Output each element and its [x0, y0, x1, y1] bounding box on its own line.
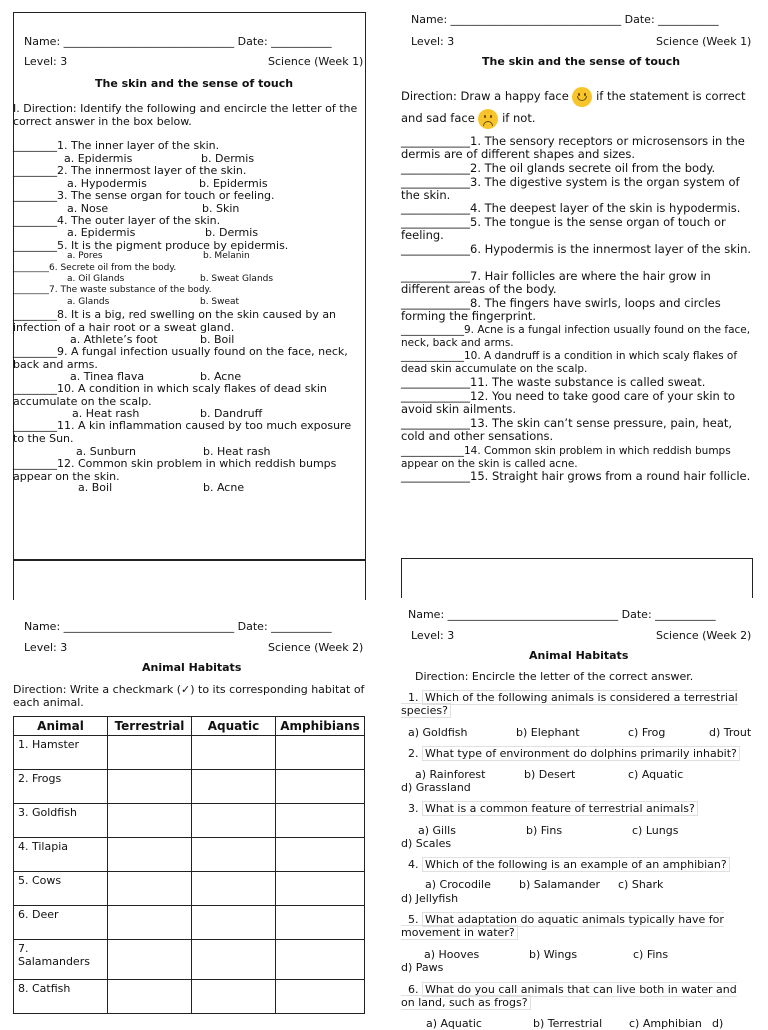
- ws1-q4: ________4. The outer layer of the skin.: [13, 214, 221, 227]
- ws4-q2-a[interactable]: a) Rainforest: [415, 768, 486, 781]
- ws4-q6-d[interactable]: d): [712, 1017, 724, 1030]
- ws2-name-date: Name: _______________________________ Date: ___________: [411, 13, 719, 26]
- ws4-q6-c[interactable]: c) Amphibian: [629, 1017, 702, 1030]
- header-amphibians: Amphibians: [276, 717, 365, 736]
- aquatic-cell[interactable]: [192, 980, 276, 1014]
- amphibian-cell[interactable]: [276, 940, 365, 980]
- ws2-s3: ____________3. The digestive system is the organ system of the skin.: [401, 175, 740, 202]
- ws4-question-5: [401, 913, 753, 939]
- ws3-week: Science (Week 2): [268, 641, 364, 654]
- ws1-q9: ________9. A fungal infection usually found on the face, neck, back and arms.: [13, 345, 348, 371]
- terrestrial-cell[interactable]: [108, 980, 192, 1014]
- table-row: [14, 940, 365, 980]
- animal-cell: 2. Frogs: [14, 770, 108, 804]
- ws4-q3-d[interactable]: d) Scales: [401, 837, 452, 850]
- ws4-q1-b[interactable]: b) Elephant: [516, 726, 580, 739]
- ws1-q8: ________8. It is a big, red swelling on the skin caused by an infection of a hair root or a sweat gland.: [13, 308, 337, 334]
- terrestrial-cell[interactable]: [108, 770, 192, 804]
- ws1-level: Level: 3: [24, 55, 68, 68]
- ws4-q1-a[interactable]: a) Goldfish: [408, 726, 468, 739]
- ws2-week: Science (Week 1): [656, 35, 752, 48]
- animal-cell: 5. Cows: [14, 872, 108, 906]
- ws1-q1: ________1. The inner layer of the skin.: [13, 139, 220, 152]
- terrestrial-cell[interactable]: [108, 736, 192, 770]
- ws2-direction-line1: [401, 84, 746, 108]
- ws3-title: Animal Habitats: [142, 661, 242, 674]
- table-row: [14, 838, 365, 872]
- animal-cell: 8. Catfish: [14, 980, 108, 1014]
- table-row: [14, 770, 365, 804]
- ws2-s2: ____________2. The oil glands secrete oil from the body.: [401, 161, 716, 175]
- ws2-s6: ____________6. Hypodermis is the innermost layer of the skin.: [401, 242, 752, 256]
- ws4-q4-a[interactable]: a) Crocodile: [425, 878, 491, 891]
- ws1-q7-a: a. Glands: [67, 297, 110, 307]
- ws3-direction: Direction: Write a checkmark (✓) to its corresponding habitat of each animal.: [13, 683, 365, 709]
- ws4-q2-b[interactable]: b) Desert: [524, 768, 576, 781]
- ws2-s9: ____________9. Acne is a fungal infection usually found on the face, neck, back and arms.: [401, 324, 751, 349]
- ws4-q4-number: 4.: [408, 858, 419, 871]
- ws4-q5-text: What adaptation do aquatic animals typically have for movement in water?: [401, 913, 724, 939]
- sad-face-icon: [478, 109, 498, 129]
- ws1-q4-a: a. Epidermis: [67, 226, 136, 239]
- ws2-s14: ____________14. Common skin problem in which reddish bumps appear on the skin is called acne.: [401, 445, 731, 470]
- table-row: [14, 804, 365, 838]
- animal-cell: 1. Hamster: [14, 736, 108, 770]
- ws2-direction-line2: [401, 106, 535, 130]
- ws3-level: Level: 3: [24, 641, 68, 654]
- ws1-q1-a: a. Epidermis: [64, 152, 133, 165]
- worksheet-2-answer-box: [401, 558, 753, 598]
- ws1-q12-b: b. Acne: [203, 481, 245, 494]
- amphibian-cell[interactable]: [276, 980, 365, 1014]
- ws4-question-6: [401, 983, 753, 1009]
- ws2-s7: ____________7. Hair follicles are where the hair grow in different areas of the body.: [401, 269, 711, 296]
- ws1-q6-b: b. Sweat Glands: [200, 274, 274, 284]
- ws4-q6-b[interactable]: b) Terrestrial: [533, 1017, 603, 1030]
- ws1-q3-b: b. Skin: [202, 202, 240, 215]
- aquatic-cell[interactable]: [192, 804, 276, 838]
- ws1-q6-a: a. Oil Glands: [67, 274, 125, 284]
- ws1-q10-b: b. Dandruff: [200, 407, 263, 420]
- ws4-question-4: [401, 858, 753, 871]
- ws2-s11: ____________11. The waste substance is called sweat.: [401, 375, 706, 389]
- animal-cell: 3. Goldfish: [14, 804, 108, 838]
- ws1-q10: ________10. A condition in which scaly flakes of dead skin accumulate on the scalp.: [13, 382, 327, 408]
- ws4-q3-c[interactable]: c) Lungs: [632, 824, 679, 837]
- ws1-week: Science (Week 1): [268, 55, 364, 68]
- ws4-week: Science (Week 2): [656, 629, 752, 642]
- ws1-q3: ________3. The sense organ for touch or feeling.: [13, 189, 275, 202]
- ws4-q1-d[interactable]: d) Trout: [709, 726, 752, 739]
- terrestrial-cell[interactable]: [108, 940, 192, 980]
- ws1-q8-a: a. Athlete’s foot: [70, 333, 158, 346]
- ws4-q4-d[interactable]: d) Jellyfish: [401, 892, 459, 905]
- amphibian-cell[interactable]: [276, 838, 365, 872]
- ws1-q9-b: b. Acne: [200, 370, 242, 383]
- aquatic-cell[interactable]: [192, 906, 276, 940]
- ws1-q8-b: b. Boil: [200, 333, 235, 346]
- aquatic-cell[interactable]: [192, 736, 276, 770]
- terrestrial-cell[interactable]: [108, 804, 192, 838]
- ws2-s8: ____________8. The fingers have swirls, loops and circles forming the fingerprint.: [401, 296, 721, 323]
- happy-face-icon: [572, 87, 592, 107]
- ws1-q11: ________11. A kin inflammation caused by too much exposure to the Sun.: [13, 419, 352, 445]
- ws2-direction-c: and sad face: [401, 111, 475, 125]
- ws2-s4: ____________4. The deepest layer of the skin is hypodermis.: [401, 201, 741, 215]
- ws1-q5-a: a. Pores: [67, 251, 103, 261]
- ws4-q2-d[interactable]: d) Grassland: [401, 781, 471, 794]
- ws1-q2: ________2. The innermost layer of the skin.: [13, 164, 247, 177]
- ws4-q4-b[interactable]: b) Salamander: [519, 878, 600, 891]
- ws4-q5-number: 5.: [408, 913, 419, 926]
- ws1-title: The skin and the sense of touch: [95, 77, 294, 90]
- ws4-q3-a[interactable]: a) Gills: [418, 824, 456, 837]
- ws1-q12-a: a. Boil: [78, 481, 113, 494]
- animal-cell: 7. Salamanders: [14, 940, 108, 980]
- aquatic-cell[interactable]: [192, 872, 276, 906]
- animal-cell: 6. Deer: [14, 906, 108, 940]
- terrestrial-cell[interactable]: [108, 906, 192, 940]
- aquatic-cell[interactable]: [192, 838, 276, 872]
- table-row: [14, 872, 365, 906]
- ws2-direction-a: Direction: Draw a happy face: [401, 89, 569, 103]
- worksheet-1-lower-box: [13, 560, 366, 600]
- ws4-question-3: [401, 802, 753, 815]
- table-row: [14, 906, 365, 940]
- ws2-s1: ____________1. The sensory receptors or microsensors in the dermis are of different shapes and sizes.: [401, 134, 745, 161]
- ws4-q6-text: What do you call animals that can live both in water and on land, such as frogs?: [401, 983, 737, 1009]
- ws2-s10: ____________10. A dandruff is a condition in which scaly flakes of dead skin accumulate on the scalp.: [401, 350, 738, 375]
- table-row: [14, 736, 365, 770]
- ws4-q1-c[interactable]: c) Frog: [628, 726, 666, 739]
- ws1-q2-b: b. Epidermis: [199, 177, 268, 190]
- ws1-q11-a: a. Sunburn: [76, 445, 136, 458]
- ws4-q5-d[interactable]: d) Paws: [401, 961, 444, 974]
- ws4-q4-text: Which of the following is an example of an amphibian?: [422, 857, 730, 872]
- ws2-title: The skin and the sense of touch: [482, 55, 681, 68]
- amphibian-cell[interactable]: [276, 906, 365, 940]
- terrestrial-cell[interactable]: [108, 872, 192, 906]
- ws1-q4-b: b. Dermis: [205, 226, 259, 239]
- ws4-q3-text: What is a common feature of terrestrial animals?: [422, 801, 698, 816]
- ws4-question-1: [401, 691, 753, 717]
- ws1-q7: ________7. The waste substance of the body.: [13, 285, 212, 295]
- ws4-q5-b[interactable]: b) Wings: [529, 948, 578, 961]
- amphibian-cell[interactable]: [276, 770, 365, 804]
- ws2-direction-b: if the statement is correct: [596, 89, 746, 103]
- ws1-q9-a: a. Tinea flava: [70, 370, 145, 383]
- animal-cell: 4. Tilapia: [14, 838, 108, 872]
- ws1-q3-a: a. Nose: [67, 202, 109, 215]
- habitat-table: [13, 716, 365, 1014]
- ws4-direction: Direction: Encircle the letter of the correct answer.: [415, 670, 694, 683]
- ws4-q1-number: 1.: [408, 691, 419, 704]
- ws4-q1-text: Which of the following animals is considered a terrestrial species?: [401, 691, 738, 717]
- ws4-q4-c[interactable]: c) Shark: [618, 878, 664, 891]
- table-row: [14, 980, 365, 1014]
- habitat-table-header: [14, 717, 365, 736]
- ws4-question-2: [401, 747, 753, 760]
- amphibian-cell[interactable]: [276, 736, 365, 770]
- ws2-level: Level: 3: [411, 35, 455, 48]
- ws1-q5-b: b. Melanin: [203, 251, 250, 261]
- ws4-q2-c[interactable]: c) Aquatic: [628, 768, 684, 781]
- ws1-q5: ________5. It is the pigment produce by epidermis.: [13, 239, 289, 252]
- ws1-q7-b: b. Sweat: [200, 297, 240, 307]
- ws4-q3-number: 3.: [408, 802, 419, 815]
- ws4-q5-a[interactable]: a) Hooves: [424, 948, 480, 961]
- ws1-direction: I. Direction: Identify the following and encircle the letter of the correct answer in the box below.: [13, 102, 358, 128]
- ws1-q12: ________12. Common skin problem in which reddish bumps appear on the skin.: [13, 457, 337, 483]
- terrestrial-cell[interactable]: [108, 838, 192, 872]
- ws1-q6: ________6. Secrete oil from the body.: [13, 263, 177, 273]
- ws2-direction-d: if not.: [502, 111, 536, 125]
- ws4-q6-number: 6.: [408, 983, 419, 996]
- ws4-level: Level: 3: [411, 629, 455, 642]
- ws1-q11-b: b. Heat rash: [203, 445, 271, 458]
- aquatic-cell[interactable]: [192, 770, 276, 804]
- amphibian-cell[interactable]: [276, 872, 365, 906]
- aquatic-cell[interactable]: [192, 940, 276, 980]
- ws4-q2-number: 2.: [408, 747, 419, 760]
- ws1-q2-a: a. Hypodermis: [67, 177, 147, 190]
- ws1-name-date: Name: _______________________________ Date: ___________: [24, 35, 332, 48]
- amphibian-cell[interactable]: [276, 804, 365, 838]
- ws4-q2-text: What type of environment do dolphins primarily inhabit?: [422, 746, 740, 761]
- ws4-title: Animal Habitats: [529, 649, 629, 662]
- header-animal: Animal: [14, 717, 108, 736]
- ws4-q6-a[interactable]: a) Aquatic: [426, 1017, 482, 1030]
- ws4-name-date: Name: _______________________________ Date: ___________: [408, 608, 716, 621]
- ws1-q1-b: b. Dermis: [201, 152, 255, 165]
- ws2-s5: ____________5. The tongue is the sense organ of touch or feeling.: [401, 215, 726, 242]
- ws2-s13: ____________13. The skin can’t sense pressure, pain, heat, cold and other sensations.: [401, 416, 733, 443]
- ws2-s15: ____________15. Straight hair grows from a round hair follicle.: [401, 469, 751, 483]
- ws1-q10-a: a. Heat rash: [72, 407, 140, 420]
- header-aquatic: Aquatic: [192, 717, 276, 736]
- ws2-s12: ____________12. You need to take good care of your skin to avoid skin ailments.: [401, 389, 736, 416]
- ws4-q3-b[interactable]: b) Fins: [526, 824, 563, 837]
- ws4-q5-c[interactable]: c) Fins: [633, 948, 669, 961]
- ws3-name-date: Name: _______________________________ Date: ___________: [24, 620, 332, 633]
- header-terrestrial: Terrestrial: [108, 717, 192, 736]
